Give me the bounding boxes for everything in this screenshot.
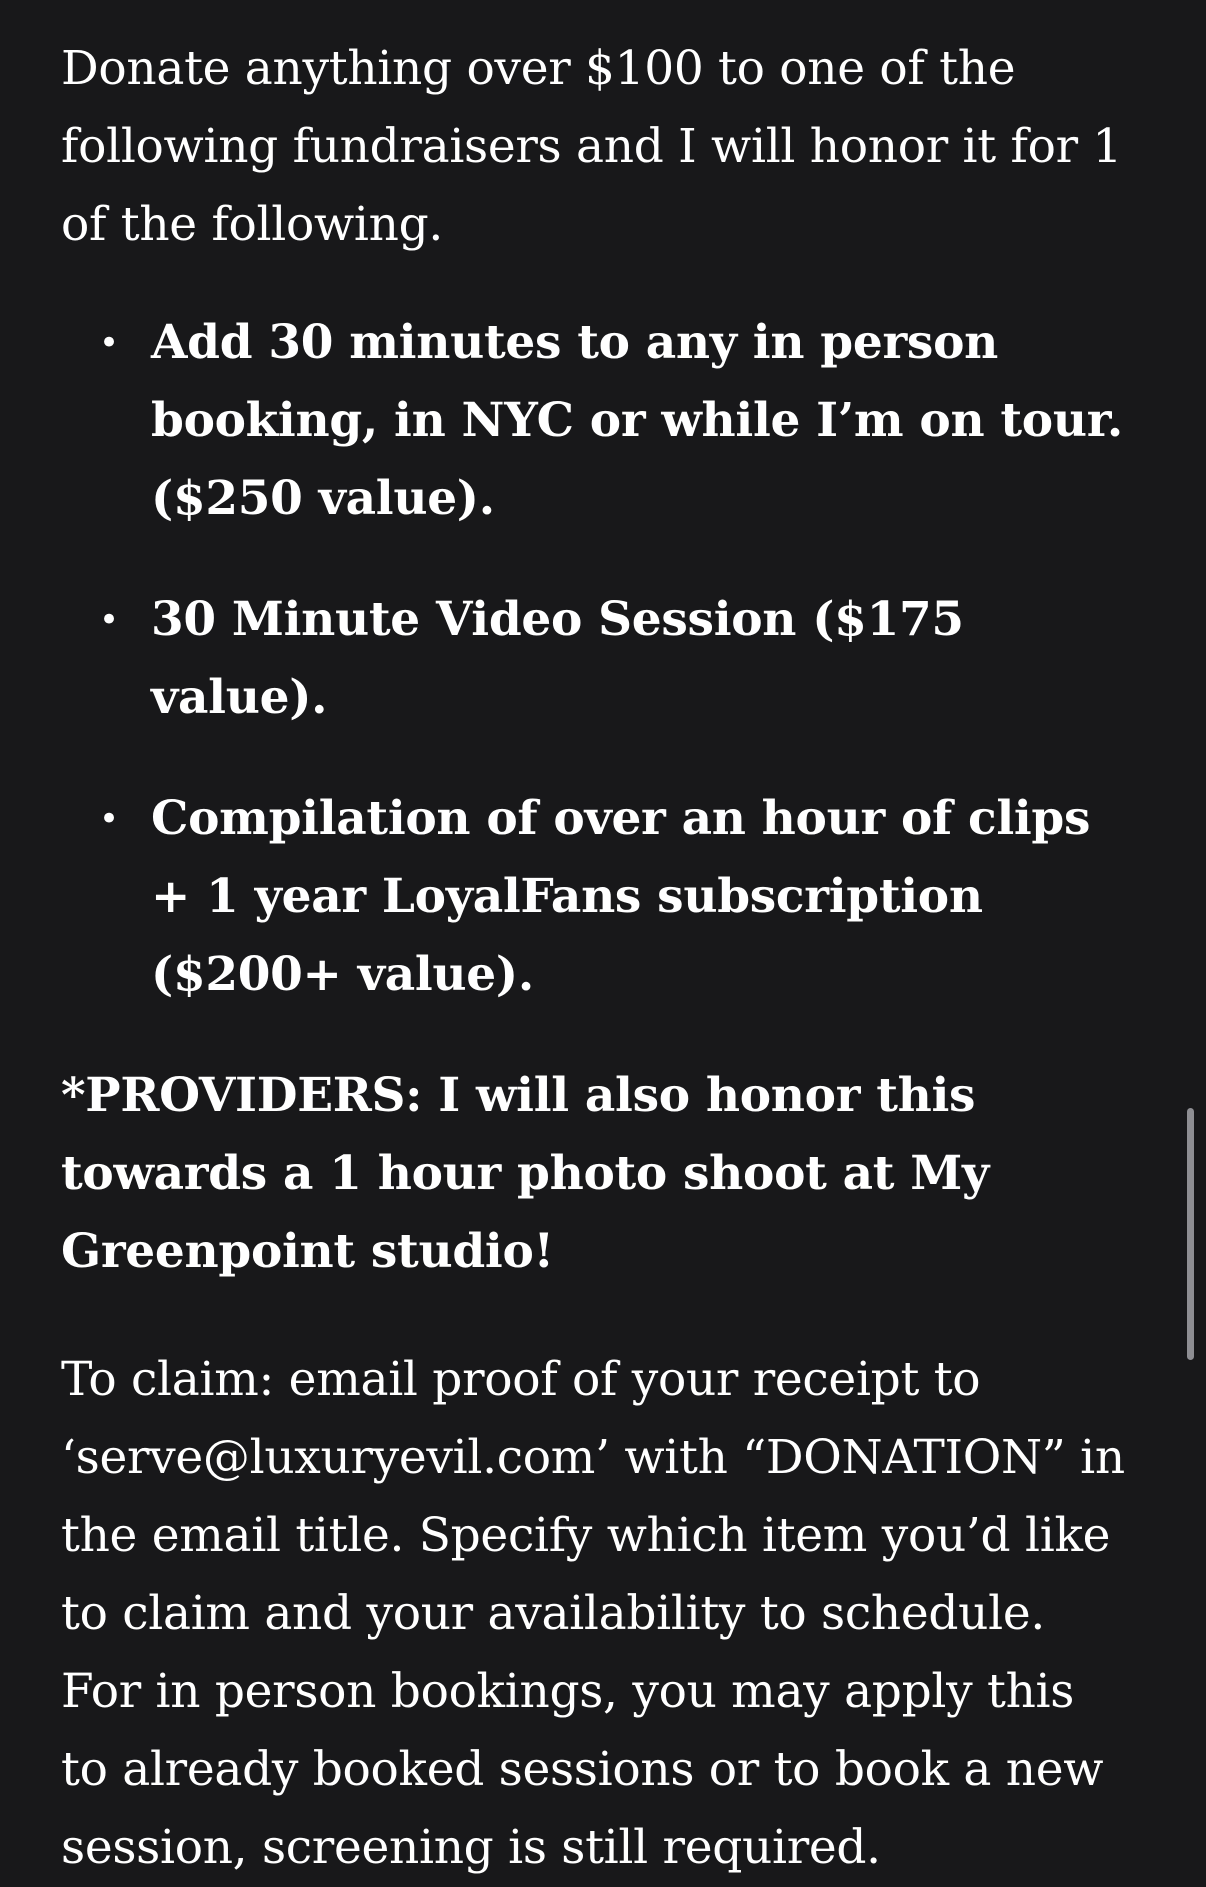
list-item bbox=[61, 780, 1131, 1014]
post-body bbox=[61, 30, 1131, 1887]
offer-text: 30 Minute Video Session ($175 value). bbox=[151, 592, 964, 725]
intro-text: Donate anything over $100 to one of the following fundraisers and I will honor it for 1 of the following. bbox=[61, 41, 1123, 252]
list-item bbox=[61, 581, 1131, 737]
offer-text: Compilation of over an hour of clips + 1 year LoyalFans subscription ($200+ value). bbox=[151, 791, 1091, 1002]
bullet-icon: • bbox=[99, 600, 119, 640]
bullet-icon: • bbox=[99, 323, 119, 363]
claim-instructions: To claim: email proof of your receipt to ‘serve@luxuryevil.com’ with “DONATION” in the email title. Specify which item you’d like to claim and your availability to schedule. For in person bookings, you may apply this to already booked sessions or to book a new session, screening is still required. bbox=[61, 1352, 1125, 1875]
offer-text: Add 30 minutes to any in person booking, in NYC or while I’m on tour. ($250 value). bbox=[151, 315, 1123, 526]
providers-note: *PROVIDERS: I will also honor this towards a 1 hour photo shoot at My Greenpoint studio! bbox=[61, 1068, 989, 1279]
offer-list bbox=[61, 304, 1131, 1014]
bullet-icon: • bbox=[99, 799, 119, 839]
vertical-scrollbar[interactable] bbox=[1187, 1108, 1194, 1360]
list-item bbox=[61, 304, 1131, 538]
